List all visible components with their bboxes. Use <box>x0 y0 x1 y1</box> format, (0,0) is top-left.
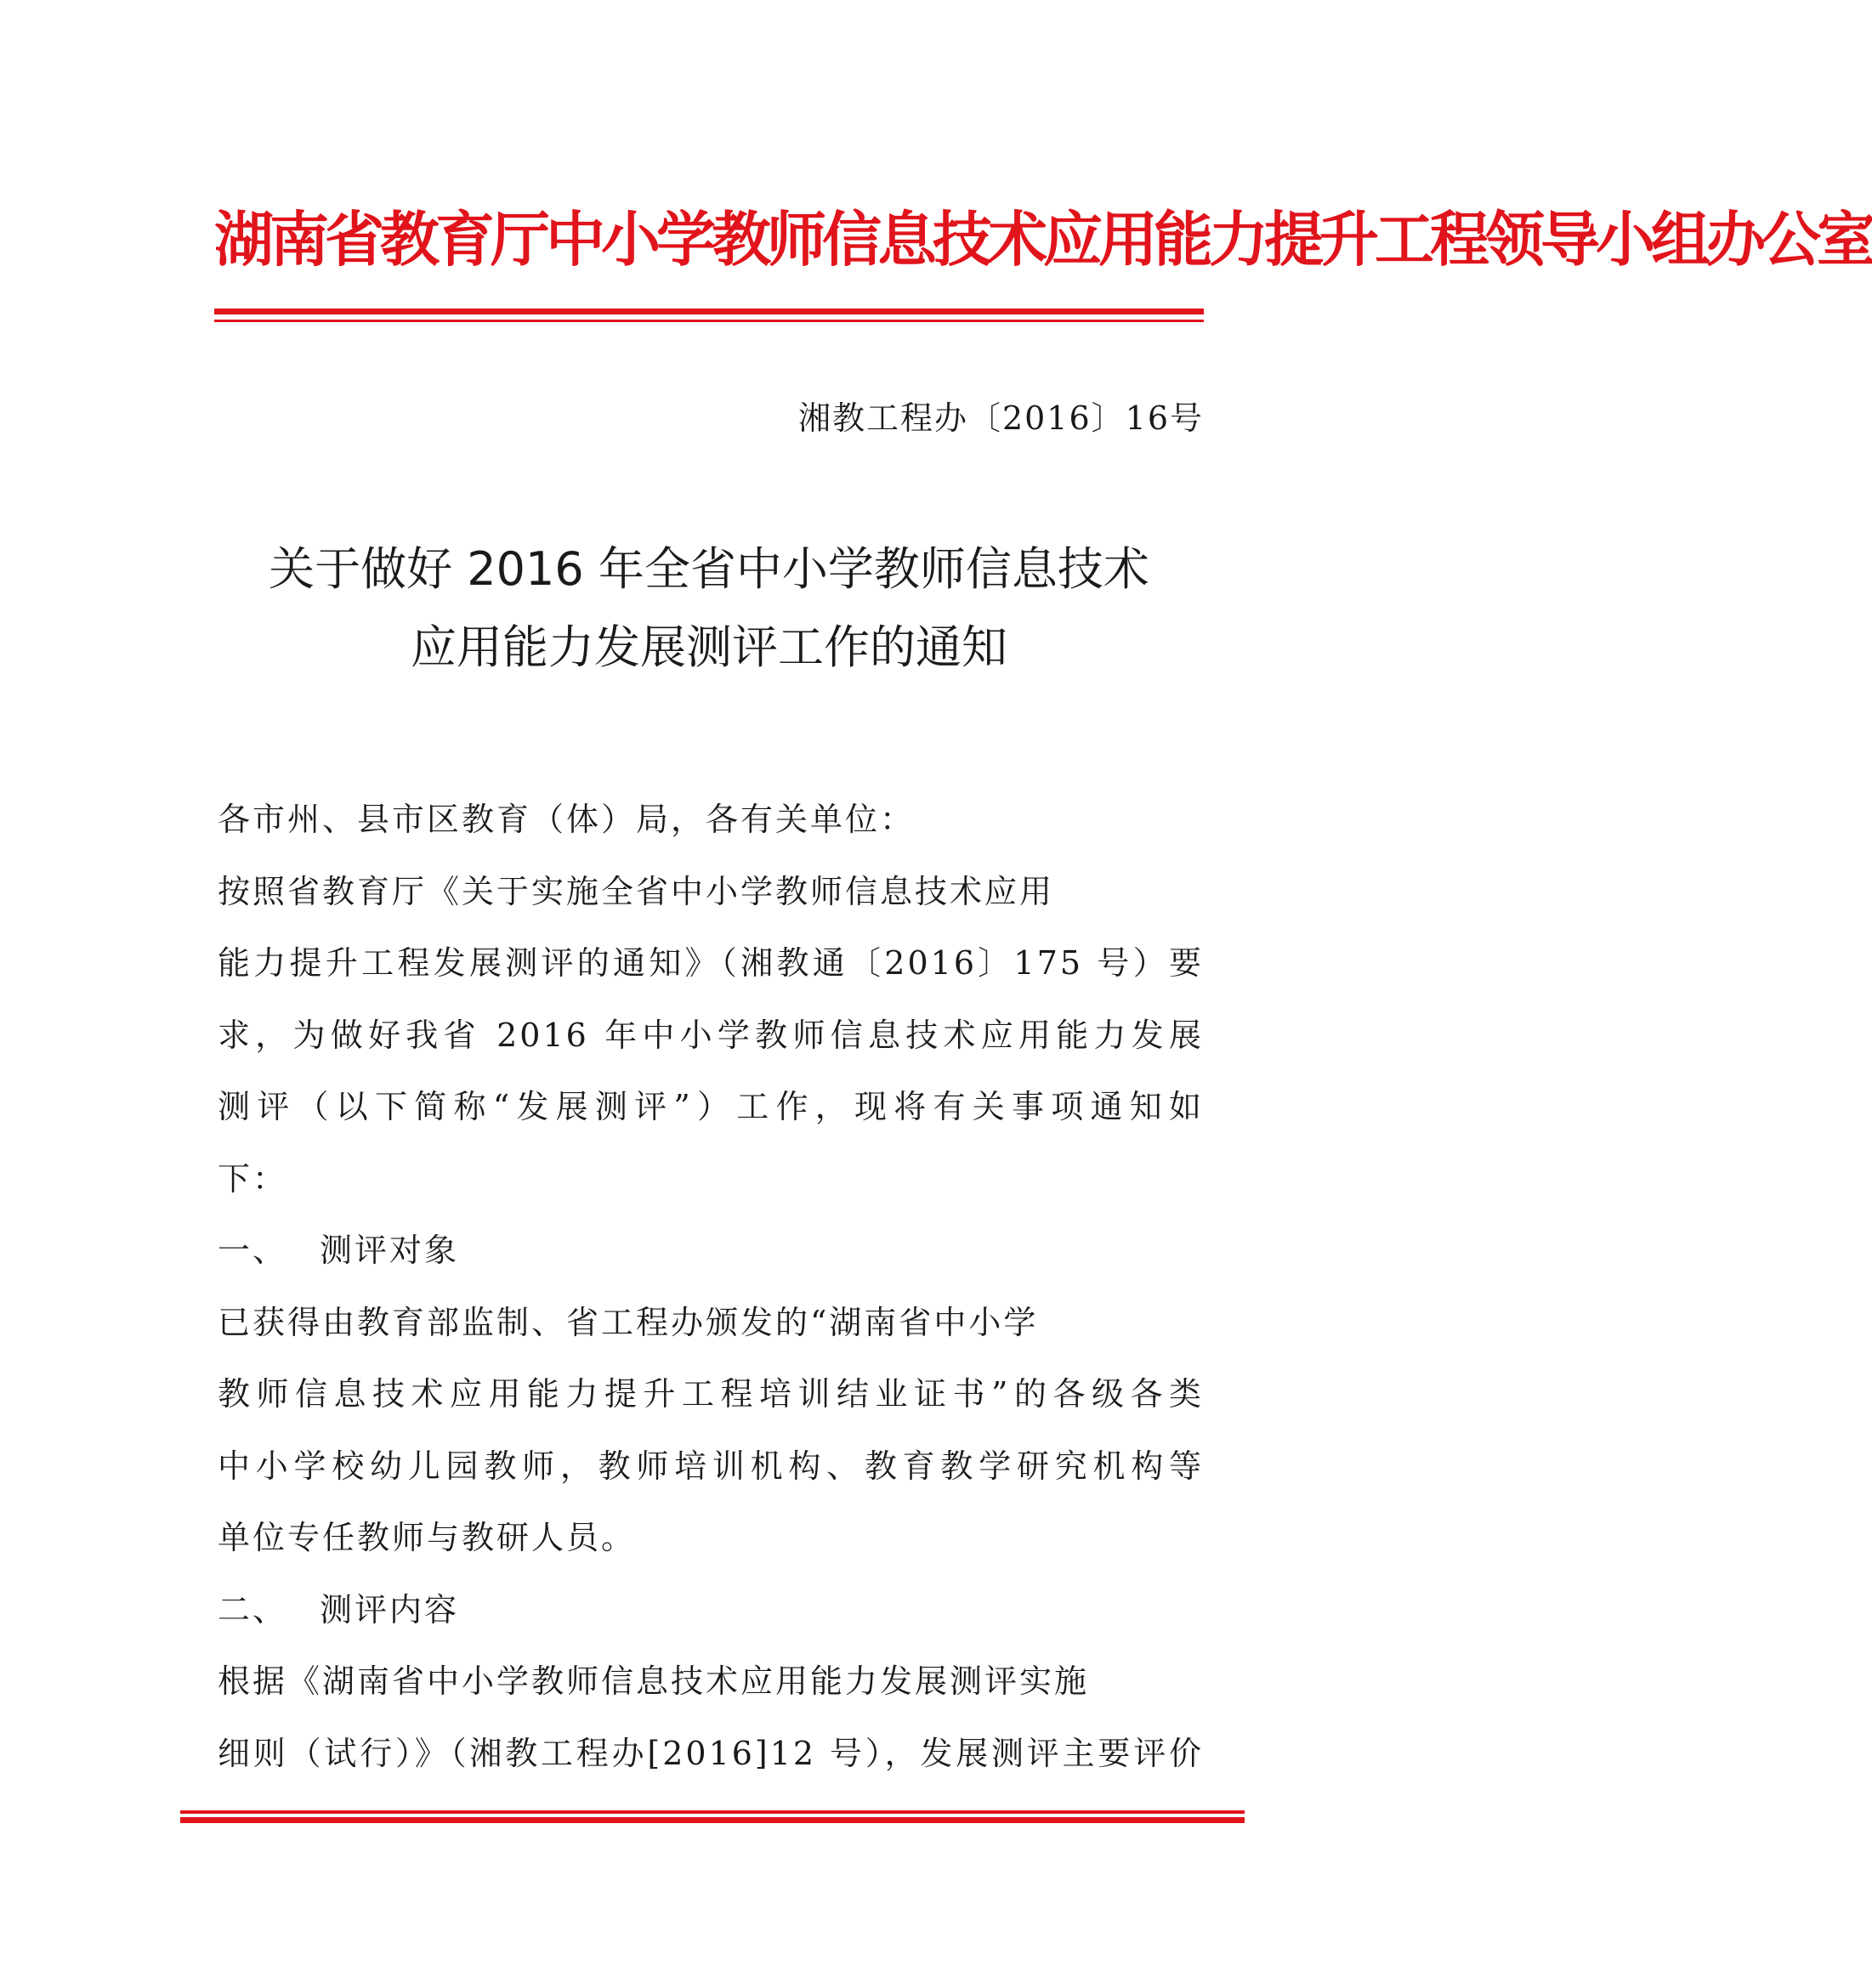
section1-line-2: 教师信息技术应用能力提升工程培训结业证书”的各级各类 <box>218 1375 1204 1413</box>
header-red-rule-thin <box>214 320 1204 322</box>
salutation: 各市州、县市区教育（体）局，各有关单位： <box>218 801 916 838</box>
section-title-1: 测评对象 <box>320 1232 460 1269</box>
document-title-line-1: 关于做好 2016 年全省中小学教师信息技术 <box>269 542 1149 596</box>
intro-line-3: 求，为做好我省 2016 年中小学教师信息技术应用能力发展 <box>218 1016 1204 1054</box>
document-title-line-2: 应用能力发展测评工作的通知 <box>411 620 1007 674</box>
issuing-office-title: 湖南省教育厅中小学教师信息技术应用能力提升工程领导小组办公室 <box>214 205 1872 275</box>
section-number-2: 二、 <box>218 1590 288 1628</box>
section1-line-1: 已获得由教育部监制、省工程办颁发的“湖南省中小学 <box>218 1303 1039 1341</box>
section1-line-4: 单位专任教师与教研人员。 <box>218 1519 637 1556</box>
section-heading-2 <box>218 1574 1204 1646</box>
section-title-2: 测评内容 <box>320 1590 460 1628</box>
section1-line-3: 中小学校幼儿园教师，教师培训机构、教育教学研究机构等 <box>218 1447 1204 1485</box>
footer-red-rule-thin <box>180 1810 1245 1814</box>
intro-line-4: 测评（以下简称“发展测评”）工作，现将有关事项通知如 <box>218 1088 1204 1125</box>
section2-line-1: 根据《湖南省中小学教师信息技术应用能力发展测评实施 <box>218 1662 1090 1700</box>
document-title <box>214 530 1204 687</box>
section-heading-1 <box>218 1215 1204 1287</box>
intro-line-5: 下： <box>218 1159 288 1198</box>
section-number-1: 一、 <box>218 1232 288 1269</box>
document-body <box>218 784 1204 1789</box>
intro-line-1: 按照省教育厅《关于实施全省中小学教师信息技术应用 <box>218 872 1055 910</box>
section2-line-2: 细则（试行）》（湘教工程办[2016]12 号），发展测评主要评价 <box>218 1734 1204 1772</box>
footer-red-rule-thick <box>180 1817 1245 1823</box>
document-number: 湘教工程办〔2016〕16号 <box>797 399 1204 437</box>
header-red-rule-thick <box>214 309 1204 314</box>
intro-line-2: 能力提升工程发展测评的通知》（湘教通〔2016〕175 号）要 <box>218 944 1204 982</box>
